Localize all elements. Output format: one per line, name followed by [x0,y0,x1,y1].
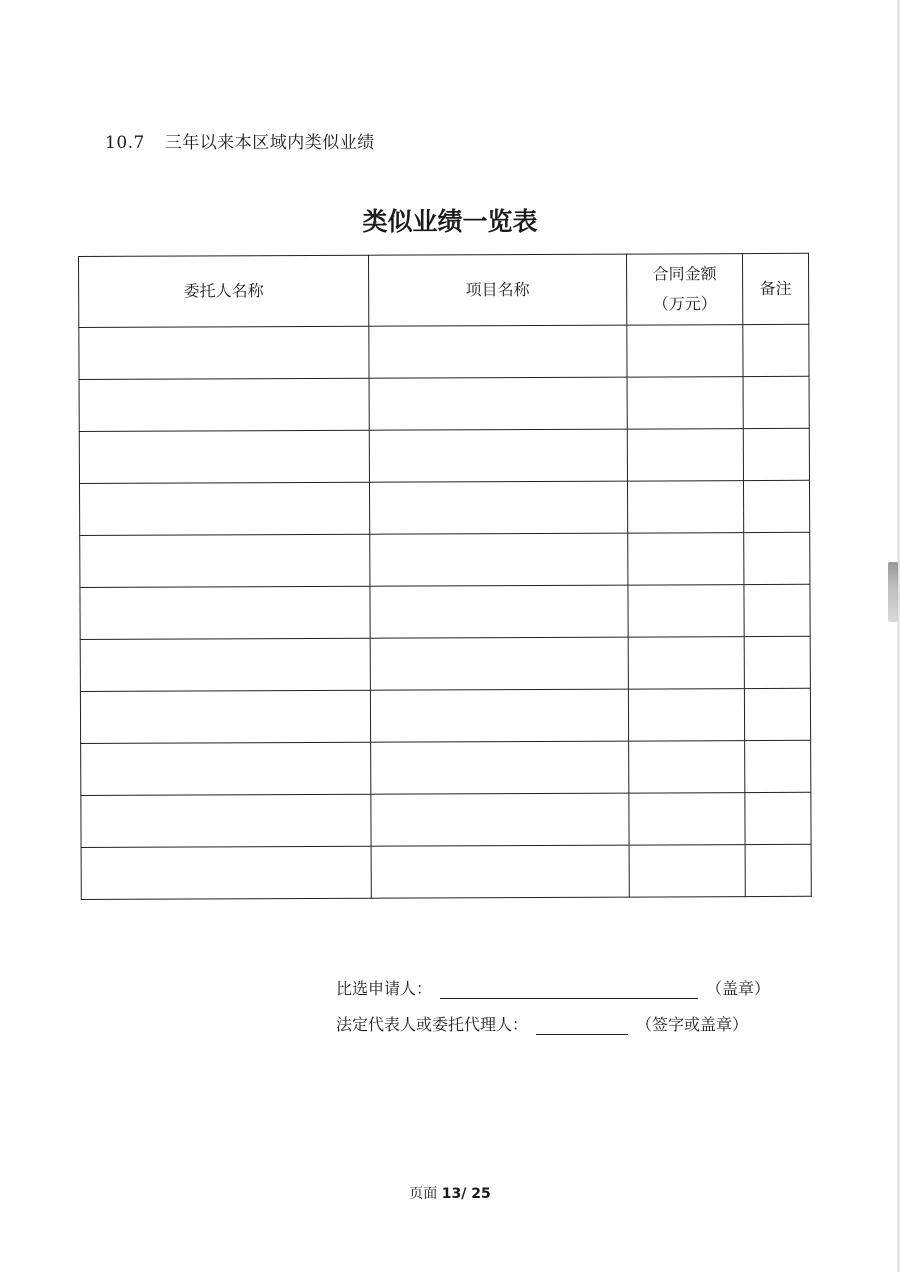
table-row [79,428,809,483]
section-heading [105,128,375,153]
page-footer [0,1183,900,1203]
cell-remark[interactable] [745,740,811,792]
cell-project[interactable] [369,481,627,534]
header-project-name: 项目名称 [368,254,626,326]
cell-amount[interactable] [627,325,743,378]
cell-project[interactable] [371,793,629,846]
table-row [79,324,809,379]
cell-amount[interactable] [627,377,743,430]
table-row [79,480,809,535]
cell-remark[interactable] [744,636,810,688]
header-principal-name: 委托人名称 [79,255,369,327]
cell-principal[interactable] [80,586,370,639]
cell-principal[interactable] [80,638,370,691]
table-row [80,532,810,587]
performance-table [78,253,812,900]
cell-principal[interactable] [79,430,369,483]
cell-amount[interactable] [628,689,744,742]
binding-mark [888,562,898,622]
cell-principal[interactable] [79,378,369,431]
cell-remark[interactable] [745,792,811,844]
cell-principal[interactable] [81,794,371,847]
cell-remark[interactable] [744,688,810,740]
cell-principal[interactable] [79,482,369,535]
cell-principal[interactable] [80,534,370,587]
section-number: 10.7 [105,133,145,153]
header-amount-unit: （万元） [652,294,717,314]
representative-signature-line [336,1012,748,1035]
representative-label: 法定代表人或委托代理人： [336,1015,529,1034]
cell-remark[interactable] [744,584,810,636]
cell-project[interactable] [371,741,629,794]
cell-amount[interactable] [628,585,744,638]
cell-remark[interactable] [743,324,809,376]
applicant-label: 比选申请人： [336,979,433,998]
cell-project[interactable] [369,429,627,482]
representative-note: （签字或盖章） [636,1015,749,1034]
page-number: 13/ 25 [441,1186,491,1202]
cell-amount[interactable] [629,845,745,898]
representative-blank[interactable] [536,1016,628,1035]
cell-principal[interactable] [81,742,371,795]
cell-project[interactable] [370,533,628,586]
table-body [79,324,811,899]
cell-remark[interactable] [744,532,810,584]
cell-amount[interactable] [628,533,744,586]
applicant-note: （盖章） [706,979,771,998]
cell-remark[interactable] [743,480,809,532]
cell-remark[interactable] [745,844,811,896]
cell-amount[interactable] [628,637,744,690]
cell-amount[interactable] [629,793,745,846]
cell-principal[interactable] [80,690,370,743]
cell-remark[interactable] [743,376,809,428]
cell-principal[interactable] [79,326,369,379]
section-title: 三年以来本区域内类似业绩 [164,133,375,153]
page-label: 页面 [409,1186,438,1202]
table-row [80,688,810,743]
cell-project[interactable] [370,637,628,690]
cell-project[interactable] [370,585,628,638]
table-row [81,792,811,847]
applicant-signature-line [336,976,770,999]
cell-amount[interactable] [627,429,743,482]
cell-amount[interactable] [627,481,743,534]
table-header-row [79,253,809,327]
cell-project[interactable] [369,377,627,430]
table-row [81,740,811,795]
table-row [79,376,809,431]
cell-amount[interactable] [629,741,745,794]
cell-principal[interactable] [81,846,371,899]
header-contract-amount [626,254,742,326]
applicant-blank[interactable] [440,980,698,999]
table-row [80,584,810,639]
table-row [80,636,810,691]
cell-project[interactable] [369,325,627,378]
cell-remark[interactable] [743,428,809,480]
table-title: 类似业绩一览表 [362,207,538,236]
header-amount-label: 合同金额 [652,264,717,284]
cell-project[interactable] [370,689,628,742]
header-remark: 备注 [742,253,808,324]
table-row [81,844,811,899]
cell-project[interactable] [371,845,629,898]
